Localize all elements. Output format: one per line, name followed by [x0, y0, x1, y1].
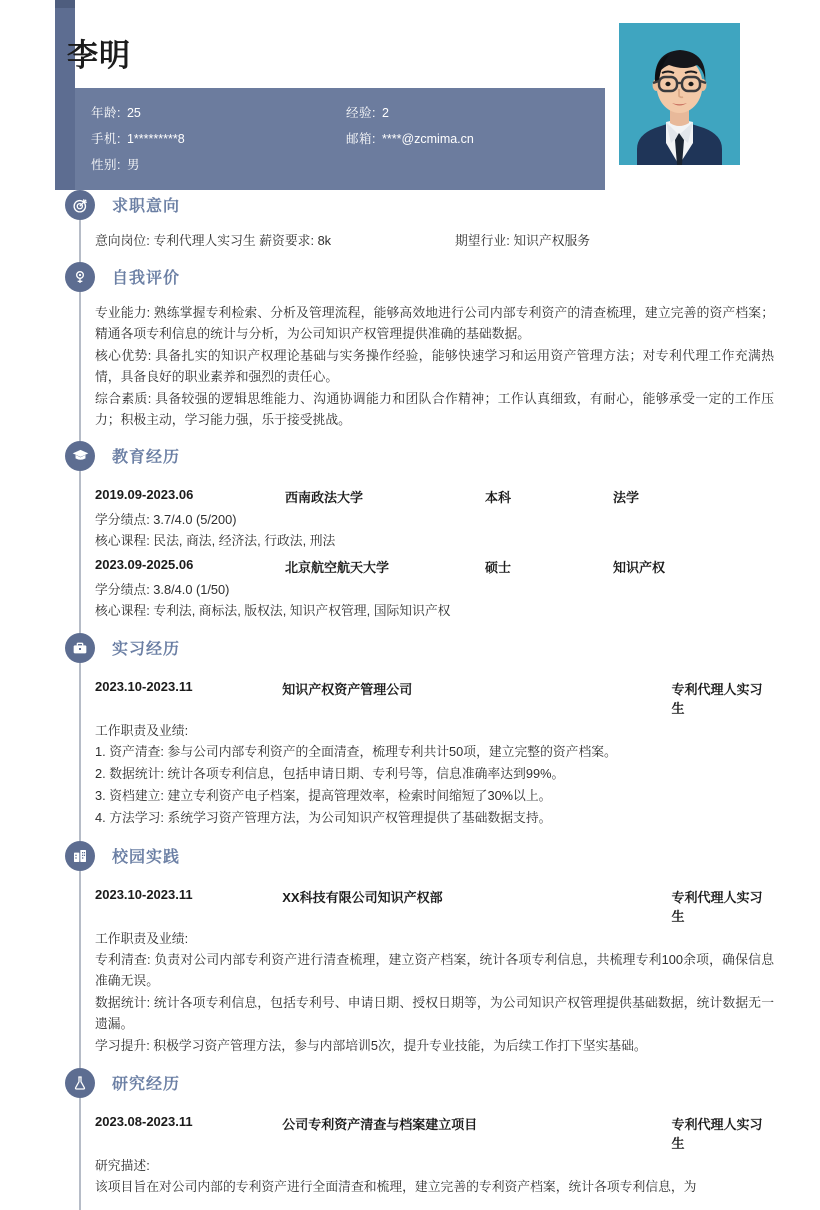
info-field-phone	[91, 126, 346, 152]
info-label: 手机:	[91, 132, 121, 146]
position-label: 意向岗位:	[95, 233, 150, 248]
resume-body	[0, 190, 820, 1210]
graduation-cap-icon	[65, 441, 95, 471]
education-degree: 本科	[485, 489, 512, 505]
info-label: 性别:	[91, 158, 121, 172]
research-entry	[95, 1114, 774, 1198]
info-field-email	[346, 126, 596, 152]
section-campus-practice	[0, 841, 820, 1069]
resume-header	[0, 0, 820, 190]
section-header	[0, 841, 820, 877]
info-field-gender	[91, 152, 346, 178]
education-gpa: 学分绩点: 3.8/4.0 (1/50)	[95, 581, 230, 597]
avatar	[619, 23, 740, 165]
education-date: 2019.09-2023.06	[95, 486, 194, 502]
section-content	[0, 669, 820, 841]
education-courses: 核心课程: 专利法, 商标法, 版权法, 知识产权管理, 国际知识产权	[95, 602, 451, 618]
campus-icon	[65, 841, 95, 871]
salary-value: 8k	[317, 233, 332, 248]
section-title: 校园实践	[112, 848, 181, 866]
research-description: 该项目旨在对公司内部的专利资产进行全面清查和梳理，建立完善的专利资产档案，统计各项专利信息，为	[95, 1179, 697, 1194]
education-entry-header	[95, 487, 774, 506]
campus-organization: XX科技有限公司知识产权部	[282, 889, 443, 905]
section-title: 实习经历	[112, 640, 181, 658]
research-role: 专利代理人实习生	[671, 1117, 763, 1151]
section-title: 教育经历	[112, 448, 181, 466]
education-school: 西南政法大学	[285, 489, 364, 505]
section-internship	[0, 633, 820, 841]
campus-entry	[95, 887, 774, 1057]
research-project: 公司专利资产清查与档案建立项目	[282, 1117, 478, 1132]
header-left-strip-cap	[55, 0, 75, 8]
education-major: 知识产权	[613, 559, 666, 575]
education-entry	[95, 487, 774, 551]
internship-company: 知识产权资产管理公司	[282, 681, 413, 697]
section-content	[0, 1104, 820, 1210]
list-item: 2. 数据统计: 统计各项专利信息，包括申请日期、专利号等，信息准确率达到99%。	[95, 765, 565, 781]
education-date: 2023.09-2025.06	[95, 556, 194, 572]
campus-paragraph: 学习提升: 积极学习资产管理方法，参与内部培训5次，提升专业技能，为后续工作打下坚实基础。	[95, 1037, 647, 1053]
section-header	[0, 190, 820, 226]
section-content	[0, 226, 820, 262]
info-field-experience	[346, 100, 596, 126]
list-item: 1. 资产清查: 参与公司内部专利资产的全面清查，梳理专利共计50项，建立完整的资产档案。	[95, 743, 617, 759]
section-header	[0, 262, 820, 298]
education-school: 北京航空航天大学	[285, 559, 390, 575]
info-label: 邮箱:	[346, 132, 376, 146]
education-entry	[95, 557, 774, 621]
section-content	[0, 298, 820, 441]
flask-icon	[65, 1068, 95, 1098]
info-value: 男	[126, 158, 140, 172]
header-left-strip	[55, 0, 75, 190]
position-value: 专利代理人实习生	[153, 233, 256, 248]
section-title: 研究经历	[112, 1076, 181, 1093]
internship-entry	[95, 679, 774, 829]
section-header	[0, 633, 820, 669]
section-self-evaluation	[0, 262, 820, 441]
briefcase-icon	[65, 633, 95, 663]
info-field-empty	[346, 152, 596, 178]
campus-paragraph: 数据统计: 统计各项专利信息，包括专利号、申请日期、授权日期等，为公司知识产权管理提供基础数据，统计数据无一遗漏。	[95, 994, 774, 1031]
list-item: 4. 方法学习: 系统学习资产管理方法，为公司知识产权管理提供了基础数据支持。	[95, 809, 552, 825]
award-icon	[65, 262, 95, 292]
education-degree: 硕士	[485, 559, 512, 575]
section-content	[0, 477, 820, 633]
info-value: ****@zcmima.cn	[381, 132, 474, 146]
list-item: 3. 资档建立: 建立专利资产电子档案，提高管理效率，检索时间缩短了30%以上。	[95, 787, 552, 803]
job-intent-industry	[455, 230, 590, 252]
research-entry-header	[95, 1114, 774, 1152]
section-header	[0, 1068, 820, 1104]
info-label: 年龄:	[91, 106, 121, 120]
job-intent-position	[95, 230, 455, 252]
self-eval-paragraph: 综合素质: 具备较强的逻辑思维能力、沟通协调能力和团队合作精神；工作认真细致，有耐心，能够承受一定的工作压力；积极主动，学习能力强，乐于接受挑战。	[95, 390, 774, 427]
industry-label: 期望行业:	[455, 233, 510, 248]
self-eval-paragraph: 核心优势: 具备扎实的知识产权理论基础与实务操作经验，能够快速学习和运用资产管理方法；对专利代理工作充满热情，具备良好的职业素养和强烈的责任心。	[95, 347, 774, 384]
info-label: 经验:	[346, 106, 376, 120]
info-value: 2	[381, 106, 389, 120]
campus-paragraph: 专利清查: 负责对公司内部专利资产进行清查梳理，建立资产档案，统计各项专利信息，共梳理专利100余项，确保信息准确无误。	[95, 951, 774, 988]
campus-date: 2023.10-2023.11	[95, 886, 193, 902]
internship-bullets	[95, 741, 774, 829]
campus-role: 专利代理人实习生	[671, 889, 763, 924]
section-content	[0, 877, 820, 1069]
education-entry-header	[95, 557, 774, 576]
internship-role: 专利代理人实习生	[671, 681, 763, 716]
section-education	[0, 441, 820, 633]
education-courses: 核心课程: 民法, 商法, 经济法, 行政法, 刑法	[95, 532, 336, 548]
target-icon	[65, 190, 95, 220]
education-gpa: 学分绩点: 3.7/4.0 (5/200)	[95, 511, 237, 527]
info-field-age	[91, 100, 346, 126]
info-value: 25	[126, 106, 141, 120]
section-title: 自我评价	[112, 269, 181, 287]
contact-info-grid	[91, 100, 596, 178]
section-research	[0, 1068, 820, 1210]
page-title: 李明	[67, 38, 131, 73]
self-eval-paragraph: 专业能力: 熟练掌握专利检索、分析及管理流程，能够高效地进行公司内部专利资产的清查梳理，建立完善的资产档案；精通各项专利信息的统计与分析，为公司知识产权管理提供准确的基础数据。	[95, 304, 774, 341]
section-job-intent	[0, 190, 820, 262]
info-value: 1*********8	[126, 132, 185, 146]
campus-entry-header	[95, 887, 774, 925]
research-date: 2023.08-2023.11	[95, 1114, 193, 1129]
research-heading: 研究描述:	[95, 1158, 150, 1173]
internship-heading: 工作职责及业绩:	[95, 722, 189, 738]
industry-value: 知识产权服务	[513, 233, 591, 248]
internship-date: 2023.10-2023.11	[95, 678, 193, 694]
section-header	[0, 441, 820, 477]
salary-label: 薪资要求:	[259, 233, 314, 248]
education-major: 法学	[613, 489, 640, 505]
internship-entry-header	[95, 679, 774, 717]
campus-heading: 工作职责及业绩:	[95, 930, 189, 946]
section-title: 求职意向	[112, 198, 181, 215]
